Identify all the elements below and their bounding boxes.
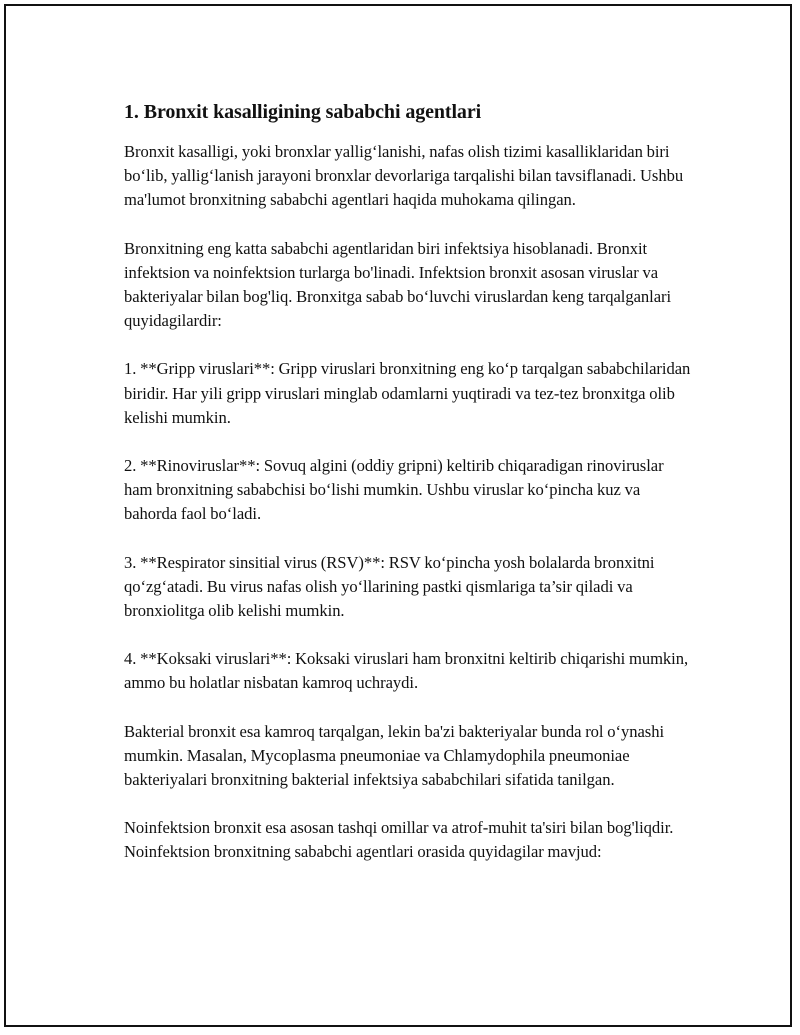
paragraph-bacterial: Bakterial bronxit esa kamroq tarqalgan, lekin ba'zi bakteriyalar bunda rol o‘ynashi mumkin. Masalan, Mycoplasma pneumoniae va Chlamydophila pneumoniae bakteriyalari bronxitning bakterial infektsiya sababchilari sifatida tanilgan.	[124, 721, 665, 790]
list-item-rsv: 3. **Respirator sinsitial virus (RSV)**: RSV ko‘pincha yosh bolalarda bronxitni qo‘zg‘atadi. Bu virus nafas olish yo‘llarining pastki qismlariga ta’sir qiladi va bronxiolitga olib kelishi mumkin.	[124, 552, 655, 621]
section-heading: 1. Bronxit kasalligining sababchi agentlari	[124, 101, 482, 123]
paragraph-noninfectious: Noinfektsion bronxit esa asosan tashqi omillar va atrof-muhit ta'siri bilan bog'liqdir. Noinfektsion bronxitning sababchi agentlari orasida quyidagilar mavjud:	[124, 818, 674, 862]
list-item-koksaki: 4. **Koksaki viruslari**: Koksaki viruslari ham bronxitni keltirib chiqarishi mumkin, ammo bu holatlar nisbatan kamroq uchraydi.	[124, 649, 689, 693]
page-frame	[4, 4, 792, 1027]
document-body	[124, 98, 694, 889]
paragraph-infection: Bronxitning eng katta sababchi agentlaridan biri infektsiya hisoblanadi. Bronxit infektsion va noinfektsion turlarga bo'linadi. Infektsion bronxit asosan viruslar va bakteriyalar bilan bog'liq. Bronxitga sabab bo‘luvchi viruslardan keng tarqalganlari quyidagilardir:	[124, 238, 672, 331]
paragraph-intro: Bronxit kasalligi, yoki bronxlar yallig‘lanishi, nafas olish tizimi kasalliklaridan biri bo‘lib, yallig‘lanish jarayoni bronxlar devorlariga tarqalishi bilan tavsiflanadi. Ushbu ma'lumot bronxitning sababchi agentlari haqida muhokama qilingan.	[124, 142, 684, 210]
list-item-gripp: 1. **Gripp viruslari**: Gripp viruslari bronxitning eng ko‘p tarqalgan sababchilaridan biridir. Har yili gripp viruslari minglab odamlarni yuqtiradi va tez-tez bronxitga olib kelishi mumkin.	[124, 359, 691, 427]
list-item-rinoviruslar: 2. **Rinoviruslar**: Sovuq algini (oddiy gripni) keltirib chiqaradigan rinoviruslar ham bronxitning sababchisi bo‘lishi mumkin. Ushbu viruslar ko‘pincha kuz va bahorda faol bo‘ladi.	[124, 456, 664, 524]
